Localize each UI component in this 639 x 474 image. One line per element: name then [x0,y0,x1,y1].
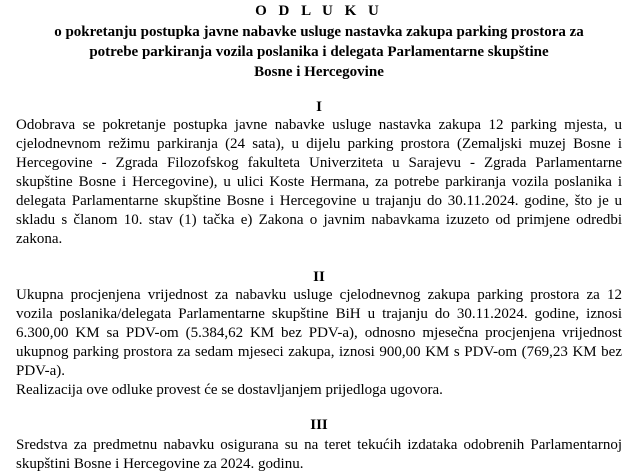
document-subtitle [16,22,622,82]
section-paragraph: Realizacija ove odluke provest će se dostavljanjem prijedloga ugovora. [16,382,443,398]
section-iii [16,416,622,474]
subtitle-line: potrebe parkiranja vozila poslanika i delegata Parlamentarne skupštine [89,44,549,60]
document-title: O D L U K U [255,3,383,19]
document-page [16,0,622,474]
subtitle-line: o pokretanju postupka javne nabavke usluge nastavka zakupa parking prostora za [54,24,584,40]
section-heading: III [310,417,328,433]
section-heading: I [316,99,322,115]
subtitle-line: Bosne i Hercegovine [254,64,384,80]
section-i [16,98,622,249]
section-paragraph: Ukupna procjenjena vrijednost za nabavku usluge cjelodnevnog zakupa parking prostora za 12 vozila poslanika/delegata Parlamentarne skupštine BiH u trajanju do 30.11.2024. godine, iznosi 6.300,00 KM sa PDV-om (5.384,62 KM bez PDV-a), odnosno mjesečna procjenjena vrijednost ukupnog parking prostora za sedam mjeseci zakupa, iznosi 900,00 KM s PDV-om (769,23 KM bez PDV-a). [16,287,622,379]
section-paragraph: Sredstva za predmetnu nabavku osigurana su na teret tekućih izdataka odobrenih Parlamentarnoj skupštini Bosne i Hercegovine za 2024. godinu. [16,437,622,472]
section-ii [16,268,622,400]
section-heading: II [313,269,325,285]
section-paragraph: Odobrava se pokretanje postupka javne nabavke usluge nastavka zakupa 12 parking mjesta, u cjelodnevnom režimu parkiranja (24 sata), u dijelu parking prostora (Zemaljski muzej Bosne i Hercegovine - Zgrada Filozofskog fakulteta Univerziteta u Sarajevu - Zgrada Parlamentarne skupštine Bosne i Hercegovine), u ulici Koste Hermana, za potrebe parkiranja vozila poslanika i delegata Parlamentarne skupštine Bosne i Hercegovine u trajanju do 30.11.2024. godine, što je u skladu s članom 10. stav (1) tačka e) Zakona o javnim nabavkama izuzeto od primjene odredbi zakona. [16,117,622,247]
